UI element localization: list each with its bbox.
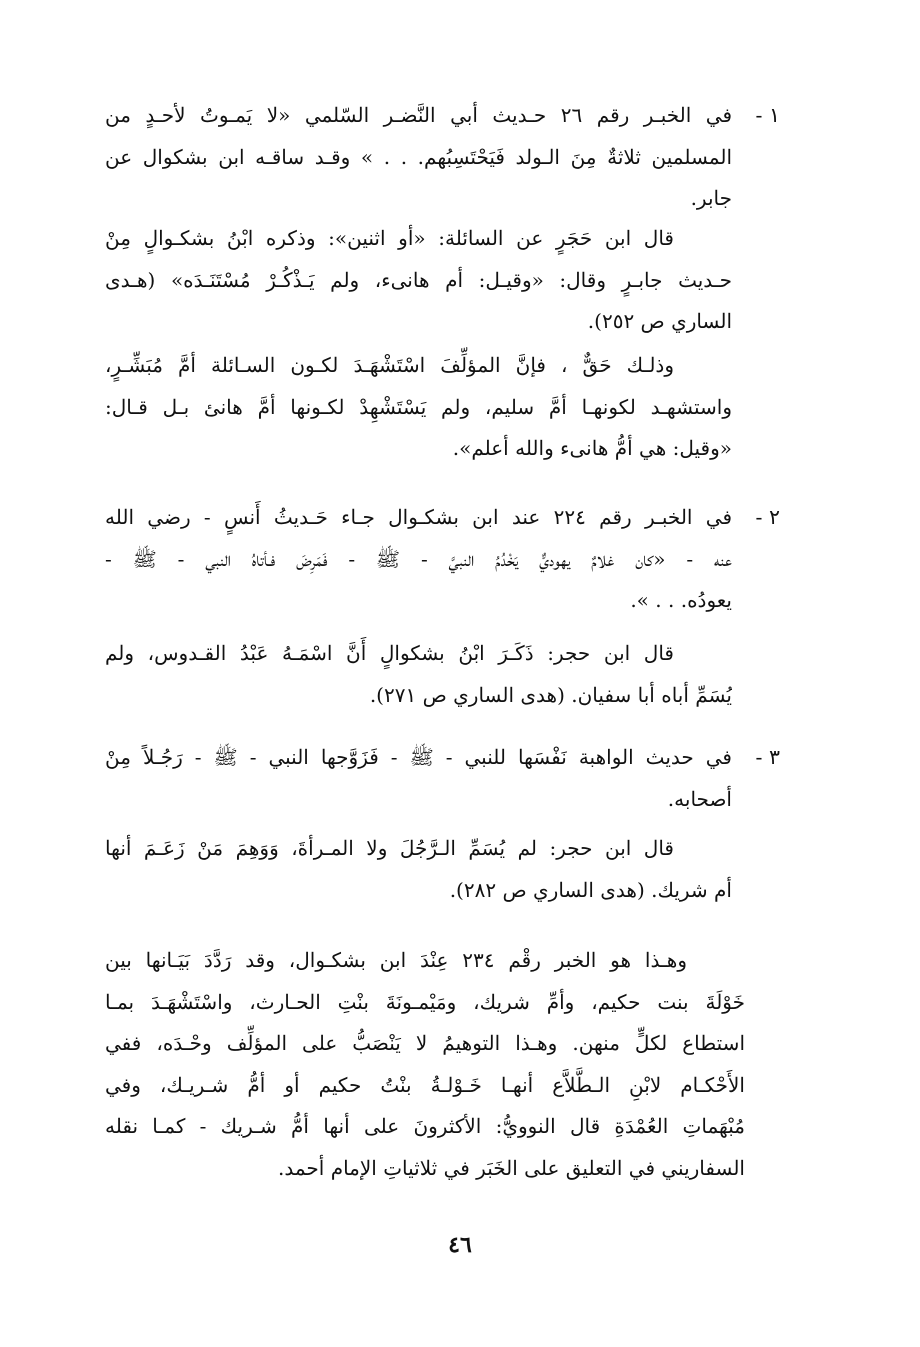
text-line: مُبْهَماتِ العُمْدَةِ قال النوويُّ: الأكثرونَ على أنها أمُّ شـريك - كمـا نقله (105, 1114, 745, 1138)
text-line: وهـذا هو الخبر رقْم ٢٣٤ عِنْدَ ابن بشكـوال، وقد رَدَّدَ بَيَـانها بين (105, 948, 688, 972)
commentary-1a (105, 218, 780, 343)
text-line: الأَحْكـام لابْنِ الـطَّلاَّع أنهـا خَـوْلـةُ بنْتُ حكيم أو أمُّ شـريـك، وفي (105, 1072, 745, 1097)
text-line: استطاع لكلٍّ منهن. وهـذا التوهيمُ لا يَنْصَبُّ على المؤلِّف وحْـدَه، ففي (105, 1031, 745, 1055)
text-line: أم شريك. (هدى الساري ص ٢٨٢). (449, 877, 732, 902)
text-line: وذلـك حَقٌّ ، فإنَّ المؤلِّفَ اسْتَشْهَـدَ لكـون السـائلة أمَّ مُبَشِّـرٍ، (105, 353, 674, 377)
text-line: قال ابن حجر: ذَكَـرَ ابْنُ بشكوالٍ أَنَّ اسْمَـهُ عَبْدُ القـدوس، ولم (105, 641, 674, 665)
text-line: عنه - «كان غلامٌ يهوديٌّ يَخْدُمُ النبيَّ - ﷺ - فَمَرِضَ فـأتاهُ النبي - ﷺ - (105, 546, 732, 571)
text-line: حـديث جابـرٍ وقال: «وقيـل: أم هانىء، ولم يَـذْكُـرْ مُسْتَنَـدَه» (هـدى (105, 267, 732, 292)
item-3 (105, 737, 780, 820)
text-line: قال ابن حَجَرٍ عن السائلة: «أو اثنين»: وذكره ابْنُ بشكـوالٍ مِنْ (105, 226, 674, 250)
item-1 (105, 95, 780, 220)
item-number: ٣ - (755, 745, 780, 769)
item-text (105, 95, 732, 220)
text-line: قال ابن حجر: لم يُسَمِّ الـرَّجُلَ ولا المـرأةَ، وَوَهِمَ مَنْ زَعَـمَ أنها (105, 836, 674, 860)
item-number: ٢ - (755, 505, 780, 529)
commentary-text (105, 828, 732, 911)
text-line: واستشهـد لكونهـا أمَّ سليم، ولم يَسْتَشْهِدْ لكـونها أمَّ هانئ بـل قـال: (105, 394, 732, 419)
commentary-2 (105, 633, 780, 716)
commentary-1b (105, 345, 780, 470)
text-line: يعودُه. . . ». (630, 588, 732, 612)
commentary-text (105, 345, 732, 470)
text-line: جابر. (690, 186, 732, 210)
text-line: يُسَمِّ أباه أبا سفيان. (هدى الساري ص ٢٧١). (369, 682, 732, 707)
text-line: أصحابه. (667, 786, 732, 811)
text-line: في الخبـر رقم ٢٢٤ عند ابن بشكـوال جـاء حَـديثُ أَنسٍ - رضي الله (105, 505, 732, 529)
item-2 (105, 497, 780, 622)
item-text (105, 497, 732, 622)
page-number: ٤٦ (448, 1232, 472, 1258)
commentary-text (105, 633, 732, 716)
text-line: في حديث الواهبة نَفْسَها للنبي - ﷺ - فَزَوَّجها النبي - ﷺ - رَجُـلاً مِنْ (105, 745, 732, 769)
text-line: الساري ص ٢٥٢). (587, 309, 732, 333)
item-number: ١ - (755, 103, 780, 127)
text-line: المسلمين ثلاثةٌ مِنَ الـولد فَيَحْتَسِبُهم. . . » وقـد ساقـه ابن بشكوال عن (105, 144, 732, 169)
text-line: في الخبـر رقم ٢٦ حـديث أبي النَّضـر السّلمي «لا يَمـوتُ لأحـدٍ من (105, 103, 732, 127)
item-text (105, 737, 732, 820)
commentary-text (105, 218, 732, 343)
commentary-3 (105, 828, 780, 911)
text-line: السفاريني في التعليق على الخَبَر في ثلاثياتِ الإمام أحمد. (278, 1155, 745, 1180)
closing-paragraph (105, 940, 745, 1189)
text-line: خَوْلَةَ بنت حكيم، وأمِّ شريك، ومَيْمـونَةَ بنْتِ الحـارث، واسْتَشْهَـدَ بمـا (105, 989, 745, 1014)
text-line: «وقيل: هي أمُّ هانىء والله أعلم». (452, 436, 732, 460)
